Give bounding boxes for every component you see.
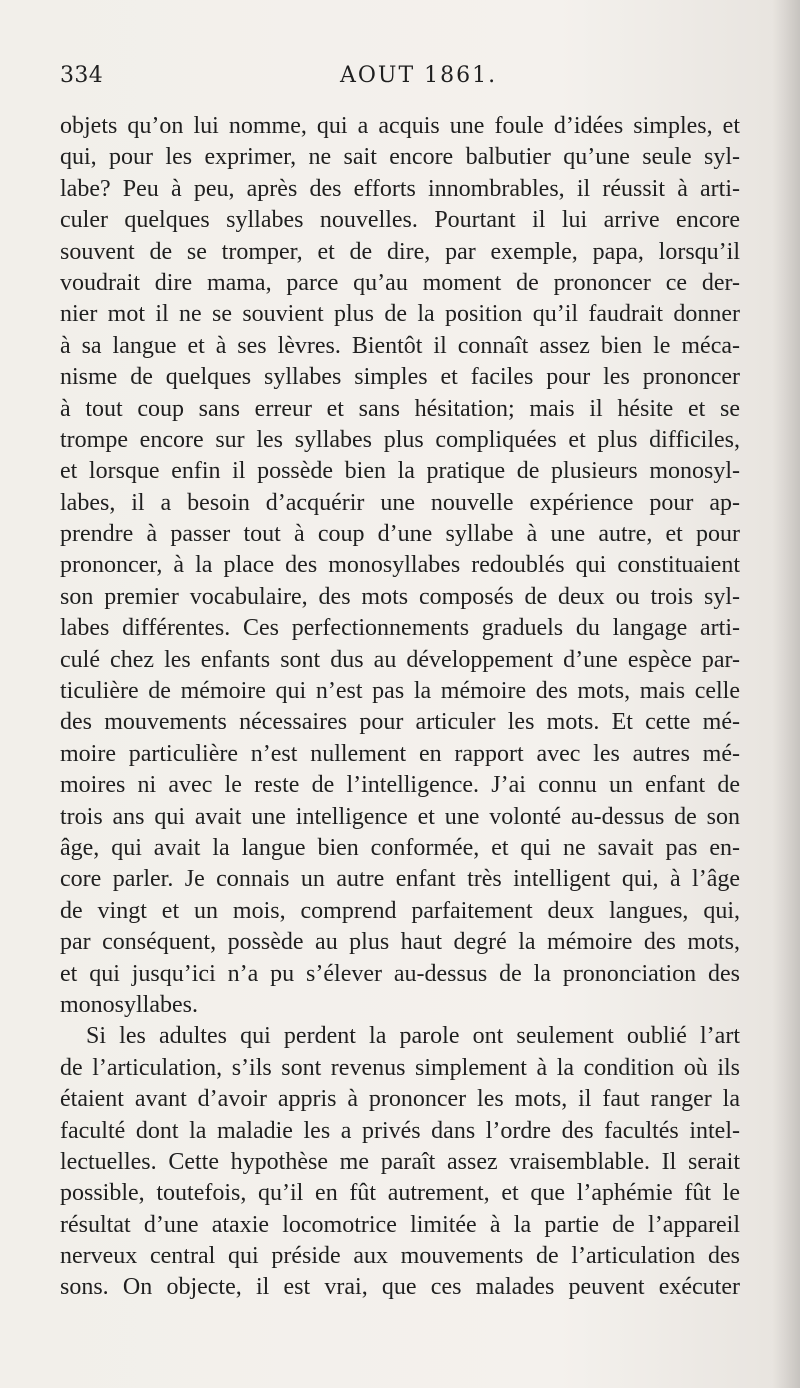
text-line: âge, qui avait la langue bien conformée, et qui ne savait pas en-: [60, 834, 740, 861]
text-line: culer quelques syllabes nouvelles. Pourtant il lui arrive encore: [60, 207, 740, 234]
text-line: à tout coup sans erreur et sans hésitation; mais il hésite et se: [60, 395, 740, 422]
running-head: [60, 63, 740, 95]
page-number: 334: [60, 63, 104, 88]
text-line: faculté dont la maladie les a privés dans l’ordre des facultés intel-: [60, 1117, 740, 1144]
text-line: souvent de se tromper, et de dire, par exemple, papa, lorsqu’il: [60, 238, 740, 265]
text-line: trois ans qui avait une intelligence et une volonté au-dessus de son: [60, 803, 740, 830]
text-line: nier mot il ne se souvient plus de la position qu’il faudrait donner: [60, 301, 740, 328]
text-line: prendre à passer tout à coup d’une syllabe à une autre, et pour: [60, 521, 740, 548]
text-line: qui, pour les exprimer, ne sait encore balbutier qu’une seule syl-: [60, 144, 740, 171]
body-text: [60, 111, 740, 1304]
text-line: Si les adultes qui perdent la parole ont seulement oublié l’art: [86, 1023, 740, 1050]
text-line: moire particulière n’est nullement en rapport avec les autres mé-: [60, 740, 740, 767]
text-line: lectuelles. Cette hypothèse me paraît assez vraisemblable. Il serait: [60, 1148, 740, 1175]
text-line: possible, toutefois, qu’il en fût autrement, et que l’aphémie fût le: [60, 1180, 740, 1207]
text-line: voudrait dire mama, parce qu’au moment de prononcer ce der-: [60, 269, 740, 296]
text-line: labes, il a besoin d’acquérir une nouvelle expérience pour ap-: [60, 489, 740, 516]
text-line: culé chez les enfants sont dus au développement d’une espèce par-: [60, 646, 740, 673]
text-line: sons. On objecte, il est vrai, que ces malades peuvent exécuter: [60, 1274, 740, 1301]
text-line: labes différentes. Ces perfectionnements graduels du langage arti-: [60, 615, 740, 642]
text-line: core parler. Je connais un autre enfant très intelligent qui, à l’âge: [60, 866, 740, 893]
text-line: nerveux central qui préside aux mouvements de l’articulation des: [60, 1243, 740, 1270]
running-title: AOUT 1861.: [340, 63, 498, 88]
text-line: de l’articulation, s’ils sont revenus simplement à la condition où ils: [60, 1054, 740, 1081]
text-line: monosyllabes.: [60, 991, 198, 1018]
text-line: ticulière de mémoire qui n’est pas la mémoire des mots, mais celle: [60, 678, 740, 705]
text-line: par conséquent, possède au plus haut degré la mémoire des mots,: [60, 929, 740, 956]
text-line: et lorsque enfin il possède bien la pratique de plusieurs monosyl-: [60, 458, 740, 485]
text-line: étaient avant d’avoir appris à prononcer les mots, il faut ranger la: [60, 1086, 740, 1113]
text-line: prononcer, à la place des monosyllabes redoublés qui constituaient: [60, 552, 740, 579]
text-line: à sa langue et à ses lèvres. Bientôt il connaît assez bien le méca-: [60, 332, 740, 359]
text-line: nisme de quelques syllabes simples et faciles pour les prononcer: [60, 364, 740, 391]
text-line: labe? Peu à peu, après des efforts innombrables, il réussit à arti-: [60, 175, 740, 202]
text-line: son premier vocabulaire, des mots composés de deux ou trois syl-: [60, 583, 740, 610]
text-line: trompe encore sur les syllabes plus compliquées et plus difficiles,: [60, 426, 740, 453]
text-line: et qui jusqu’ici n’a pu s’élever au-dessus de la prononciation des: [60, 960, 740, 987]
text-line: objets qu’on lui nomme, qui a acquis une foule d’idées simples, et: [60, 113, 740, 139]
page-edge-shadow: [772, 0, 800, 1388]
text-line: des mouvements nécessaires pour articuler les mots. Et cette mé-: [60, 709, 740, 736]
text-line: de vingt et un mois, comprend parfaitement deux langues, qui,: [60, 897, 740, 924]
text-line: résultat d’une ataxie locomotrice limitée à la partie de l’appareil: [60, 1211, 740, 1238]
text-line: moires ni avec le reste de l’intelligence. J’ai connu un enfant de: [60, 772, 740, 799]
